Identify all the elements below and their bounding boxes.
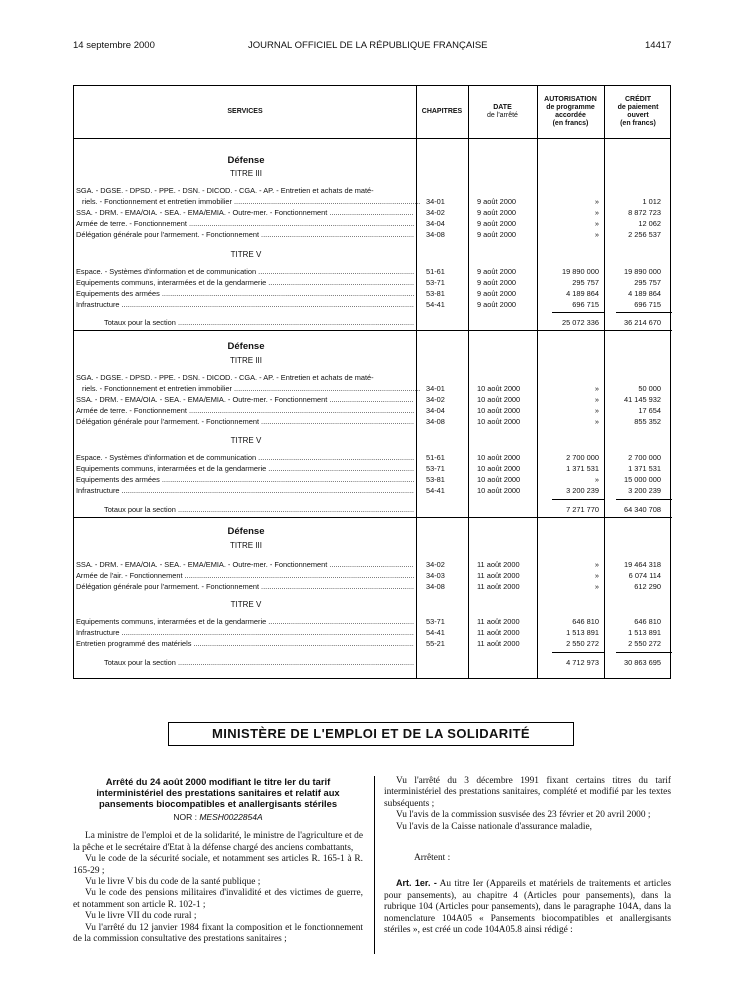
article-1: Art. 1er. - Au titre Ier (Appareils et matériels de traitements et articles pour pansements), au chapitre 4 (Articles pour pansements), dans la rubrique 104 (Articles pour pansements), dans le paragraphe 104A, dans la nomenclature 104A05 « Pansements biocompatibles et anallergisants stériles », est créé un code 104A05.8 ainsi rédigé : (384, 878, 671, 936)
table-row: Equipements des armées ..... 53-81 9 août 2000 4 189 864 4 189 864 (74, 288, 672, 299)
titre-heading: TITRE V (230, 600, 262, 609)
section-total-row: Totaux pour la section ..... 7 271 770 64 340 708 (74, 504, 672, 515)
titre-heading: TITRE III (230, 541, 262, 550)
section-total-row: Totaux pour la section ..... 4 712 973 30 863 695 (74, 657, 672, 668)
table-row: Infrastructure ..... 54-41 11 août 2000 1 513 891 1 513 891 (74, 627, 672, 638)
col-chapitres: CHAPITRES (421, 108, 463, 115)
col-credit: CRÉDIT de paiement ouvert (en francs) (617, 96, 659, 127)
journal-title: JOURNAL OFFICIEL DE LA RÉPUBLIQUE FRANÇAISE (248, 40, 488, 51)
paragraph: Vu le livre V bis du code de la santé publique ; (85, 877, 261, 888)
table-row: SGA. - DGSE. - DPSD. - PPE. - DSN. - DICOD. - CGA. - AP. - Entretien et achats de maté- (76, 186, 374, 195)
table-row: SSA. - DRM. - EMA/OIA. - SEA. - EMA/EMIA. - Outre-mer. - Fonctionnement ..... 34-02 9 août 2000 » 8 872 723 (74, 207, 672, 218)
section-title: Défense (227, 155, 265, 166)
section-title: Défense (227, 341, 265, 352)
paragraph: Vu l'avis de la commission susvisée des 23 février et 20 avril 2000 ; (396, 810, 651, 821)
paragraph: Vu l'arrêté du 3 décembre 1991 fixant certains titres du tarif interministériel des prestations sanitaires, complété et modifié par les textes subséquents ; (384, 776, 671, 809)
col-services: SERVICES (227, 108, 263, 115)
column-divider (374, 776, 375, 954)
table-row: Délégation générale pour l'armement. - Fonctionnement ..... 34-08 11 août 2000 » 612 290 (74, 581, 672, 592)
titre-heading: TITRE V (230, 436, 262, 445)
page-number: 14417 (645, 40, 672, 51)
paragraph: Vu le code de la sécurité sociale, et notamment ses articles R. 165-1 à R. 165-29 ; (73, 854, 363, 876)
paragraph: Vu l'arrêté du 12 janvier 1984 fixant la composition et le fonctionnement de la commission consultative des prestations sanitaires ; (73, 922, 363, 945)
table-row: Délégation générale pour l'armement. - Fonctionnement ..... 34-08 9 août 2000 » 2 256 537 (74, 229, 672, 240)
table-row: riels. - Fonctionnement et entretien immobilier ..... 34-01 9 août 2000 » 1 012 (74, 196, 672, 207)
section-total-row: Totaux pour la section ..... 25 072 336 36 214 670 (74, 317, 672, 328)
titre-heading: TITRE III (230, 169, 262, 178)
paragraph: Vu le livre VII du code rural ; (85, 911, 197, 922)
table-row: riels. - Fonctionnement et entretien immobilier ..... 34-01 10 août 2000 » 50 000 (74, 383, 672, 394)
arrete-title: Arrêté du 24 août 2000 modifiant le titre Ier du tarif interministériel des prestations sanitaires et relatif aux pansements biocompatibles et anallergisants stériles (96, 776, 340, 809)
col-date: DATE de l'arrêté (487, 104, 518, 119)
table-row: Armée de l'air. - Fonctionnement ..... 34-03 11 août 2000 » 6 074 114 (74, 570, 672, 581)
table-row: Armée de terre. - Fonctionnement ..... 34-04 10 août 2000 » 17 654 (74, 405, 672, 416)
ministry-banner: MINISTÈRE DE L'EMPLOI ET DE LA SOLIDARITÉ (168, 722, 574, 746)
table-row: Armée de terre. - Fonctionnement ..... 34-04 9 août 2000 » 12 062 (74, 218, 672, 229)
paragraph: La ministre de l'emploi et de la solidarité, le ministre de l'agriculture et de la pêche et le secrétaire d'Etat à la défense chargé des anciens combattants, (73, 831, 363, 853)
table-row: Espace. - Systèmes d'information et de communication ..... 51-61 9 août 2000 19 890 000 19 890 000 (74, 266, 672, 277)
table-row: SSA. - DRM. - EMA/OIA. - SEA. - EMA/EMIA. - Outre-mer. - Fonctionnement ..... 34-02 11 août 2000 » 19 464 318 (74, 559, 672, 570)
section-title: Défense (227, 526, 265, 537)
right-column (384, 776, 671, 936)
credits-table (73, 85, 671, 679)
table-row: Infrastructure ..... 54-41 9 août 2000 696 715 696 715 (74, 299, 672, 310)
paragraph: Vu l'avis de la Caisse nationale d'assurance maladie, (396, 821, 592, 832)
arretent-heading: Arrêtent : (414, 853, 451, 864)
table-row: Equipements des armées ..... 53-81 10 août 2000 » 15 000 000 (74, 474, 672, 485)
nor-reference: NOR : MESH0022854A (173, 812, 263, 822)
table-row: Equipements communs, interarmées et de la gendarmerie ..... 53-71 11 août 2000 646 810 646 810 (74, 616, 672, 627)
table-row: SGA. - DGSE. - DPSD. - PPE. - DSN. - DICOD. - CGA. - AP. - Entretien et achats de maté- (76, 373, 374, 382)
paragraph: Vu le code des pensions militaires d'invalidité et des victimes de guerre, et notamment son article R. 102-1 ; (73, 888, 363, 910)
table-row: SSA. - DRM. - EMA/OIA. - SEA. - EMA/EMIA. - Outre-mer. - Fonctionnement ..... 34-02 10 août 2000 » 41 145 932 (74, 394, 672, 405)
table-row: Infrastructure ..... 54-41 10 août 2000 3 200 239 3 200 239 (74, 485, 672, 496)
table-row: Equipements communs, interarmées et de la gendarmerie ..... 53-71 9 août 2000 295 757 295 757 (74, 277, 672, 288)
col-autorisation: AUTORISATION de programme accordée (en francs) (544, 96, 597, 127)
left-column (73, 776, 363, 945)
titre-heading: TITRE III (230, 356, 262, 365)
table-row: Entretien programmé des matériels ..... 55-21 11 août 2000 2 550 272 2 550 272 (74, 638, 672, 649)
table-row: Equipements communs, interarmées et de la gendarmerie ..... 53-71 10 août 2000 1 371 531 1 371 531 (74, 463, 672, 474)
table-row: Espace. - Systèmes d'information et de communication ..... 51-61 10 août 2000 2 700 000 2 700 000 (74, 452, 672, 463)
header-date: 14 septembre 2000 (73, 40, 155, 51)
table-row: Délégation générale pour l'armement. - Fonctionnement ..... 34-08 10 août 2000 » 855 352 (74, 416, 672, 427)
titre-heading: TITRE V (230, 250, 262, 259)
